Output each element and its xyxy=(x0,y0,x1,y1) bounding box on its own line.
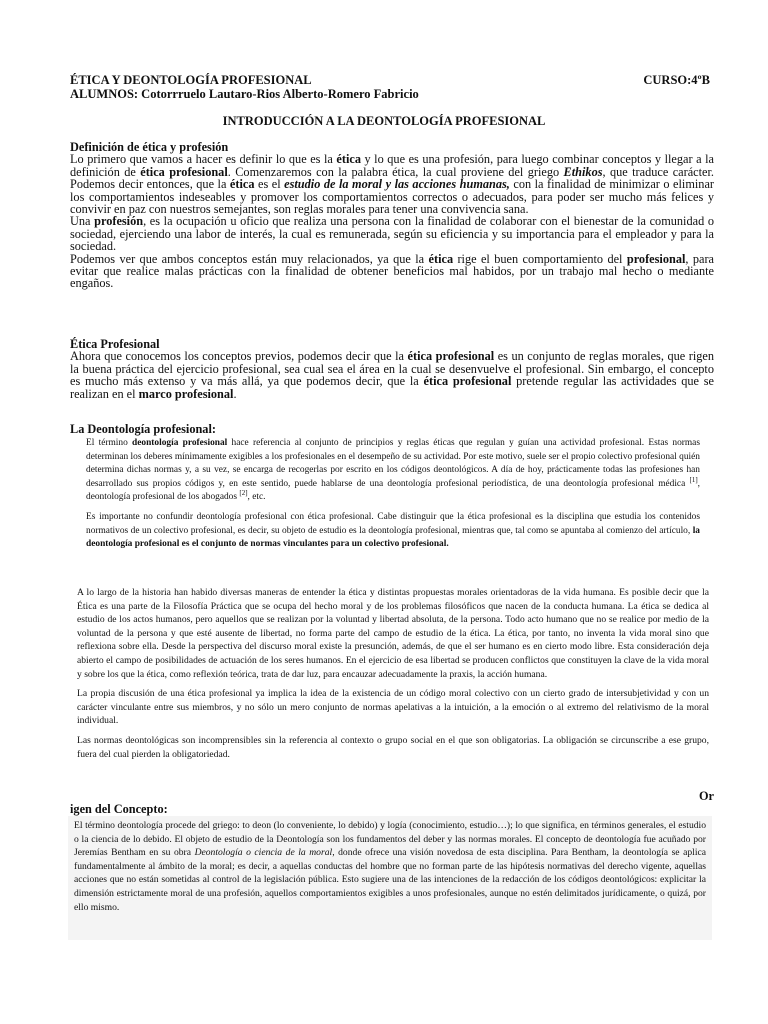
text-run: , para evitar que realice malas prácticas con la finalidad de obtener beneficios mal habidos, por un trabajo mal hecho o mediante engaños. xyxy=(70,251,714,291)
text-run: profesional xyxy=(626,251,686,266)
text-run: Las normas deontológicas son incomprensibles sin la referencia al contexto o grupo social en el que son obligatorias. La obligación se circunscribe a ese grupo, fuera del cual pierden la obligatoriedad. xyxy=(77,734,709,760)
text-run: Ethikos xyxy=(563,164,603,179)
paragraph xyxy=(77,586,709,681)
text-run: A lo largo de la historia han habido diversas maneras de entender la ética y distintas propuestas morales orientadoras de la vida humana. Es posible decir que la Ética es una parte de la Filosofía Práctica que se ocupa del hecho moral y de los problemas filosóficos que nacen de la conducta humana. La ética se dedica al estudio de los actos humanos, pero aquellos que se realizan por la voluntad y libertad absoluta, de la persona. Todo acto humano que no se realice por medio de la voluntad de la persona y que esté ausente de libertad, no forma parte del campo de estudio de la ética. La ética, por tanto, no inventa la vida moral sino que reflexiona sobre ella. Desde la perspectiva del discurso moral existe la presunción, además, de que el ser humano es en cierto modo libre. Esta consideración deja abierto el campo de posibilidades de actuación de los seres humanos. En el ejercicio de esa libertad se producen conflictos que constituyen la clave de la vida moral y sobre los que la ética, como reflexión teórica, trata de dar luz, para encauzar adecuadamente la praxis, la acción humana. xyxy=(77,587,709,680)
text-run: ética profesional xyxy=(407,349,495,364)
text-run: con la finalidad de minimizar o eliminar los comportamientos indeseables y promover los comportamientos correctos o adecuados, para poder ser mucho más felices y convivir en paz con nuestros semejantes, son reglas morales para tener una convivencia sana. xyxy=(70,177,715,217)
text-run: hace referencia al conjunto de principios y reglas éticas que regulan y guían una actividad profesional. Estas normas determinan los deberes mínimamente exigibles a los profesionales en el desempeño de su actividad. Por este motivo, suele ser el propio colectivo profesional quién determina dichas normas y, a su vez, se encarga de recogerlas por escrito en los códigos deontológicos. A día de hoy, prácticamente todas las profesiones han desarrollado sus propios códigos y, en este sentido, puede hablarse de una deontología profesional periodística, de una deontología profesional médica xyxy=(86,438,700,489)
section-etica-profesional xyxy=(70,338,714,400)
text-run: la deontología profesional es el conjunto de normas vinculantes para un colectivo profesional. xyxy=(86,525,700,550)
text-run: [1] xyxy=(689,475,698,484)
text-run: , es la ocupación u oficio que realiza una persona con la finalidad de colaborar con el bienestar de la comunidad o sociedad, ejerciendo una labor de interés, la cual es remunerada, según su eficiencia y su importancia para el empleador y para la sociedad. xyxy=(70,214,715,254)
paragraph xyxy=(86,437,700,505)
section-heading: Definición de ética y profesión xyxy=(70,140,229,154)
paragraph xyxy=(70,350,714,400)
text-run: es un conjunto de reglas morales, que rigen la buena práctica del ejercicio profesional, sea cual sea el área en la cual se desenvuelve el profesional. Sin embargo, el concepto es mucho más extenso y va más allá, ya que podemos decir, que la xyxy=(70,349,714,389)
text-run: Una xyxy=(70,214,95,229)
text-run: profesión xyxy=(94,214,144,229)
text-run: ética xyxy=(428,251,454,266)
text-run: y lo que es una profesión, para luego combinar conceptos y llegar a la definición de xyxy=(70,152,714,179)
text-run: La propia discusión de una ética profesional ya implica la idea de la existencia de un código moral colectivo con un cierto grado de intersubjetividad y con un carácter vinculante entre sus miembros, y no sólo un mero conjunto de normas apelativas a la intuición, a la emoción o al extremo del relativismo de la moral individual. xyxy=(77,688,709,727)
origin-heading-part2: igen del Concepto: xyxy=(70,802,168,816)
text-run: , donde ofrece una visión novedosa de esta disciplina. Para Bentham, la deontología se aplica fundamentalmente al ámbito de la moral; es decir, a aquellas conductas del hombre que no forman parte de las hipótesis normativas del derecho vigente, aquellas acciones que no están sometidas al control de la legislación pública. Esto sugiere una de las intenciones de la redacción de los códigos deontológicos: explicitar la dimensión estrictamente moral de una profesión, aquellos comportamientos exigibles a unos profesionales, aunque no estén delimitados jurídicamente, o quizá, por ello mismo. xyxy=(74,847,706,913)
document-title: INTRODUCCIÓN A LA DEONTOLOGÍA PROFESIONAL xyxy=(222,114,546,128)
paragraph xyxy=(77,687,709,728)
excerpt-origen xyxy=(74,819,706,920)
header-line-1 xyxy=(70,73,710,88)
text-run: . Comenzaremos con la palabra ética, la cual proviene del griego xyxy=(227,164,564,179)
text-run: Ahora que conocemos los conceptos previos, podemos decir que la xyxy=(70,349,408,364)
text-run: El término xyxy=(86,438,133,448)
section-heading: Ética Profesional xyxy=(70,337,160,351)
course-grade: CURSO:4ºB xyxy=(643,73,710,87)
text-run: Es importante no confundir deontología profesional con ética profesional. Cabe distinguir que la ética profesional es la disciplina que estudia los contenidos normativos de un colectivo profesional, es decir, su objeto de estudio es la deontología profesional, mientras que, tal como se apuntaba al comienzo del artículo, xyxy=(86,511,700,536)
students-line: ALUMNOS: Cotorrruelo Lautaro-Rios Alberto-Romero Fabricio xyxy=(70,87,419,101)
paragraph xyxy=(70,153,714,215)
text-run: . xyxy=(233,386,237,401)
text-run: ética profesional xyxy=(423,374,512,389)
paragraph xyxy=(86,511,700,552)
text-run: ética xyxy=(229,177,255,192)
text-run: [2] xyxy=(239,489,248,498)
text-run: Lo primero que vamos a hacer es definir lo que es la xyxy=(70,152,337,167)
text-run: ética xyxy=(336,152,361,167)
excerpt-deontologia xyxy=(86,437,700,558)
paragraph xyxy=(70,253,714,290)
text-run: rige el buen comportamiento del xyxy=(453,251,627,266)
text-run: El término deontología procede del griego: to deon (lo conveniente, lo debido) y logía (conocimiento, estudio…); lo que significa, en términos generales, el estudio o la ciencia de lo debido. El objeto de estudio de la Deontología son los fundamentos del deber y las normas morales. El concepto de deontología fue acuñado por Jeremías Bentham en su obra xyxy=(74,820,706,859)
course-title: ÉTICA Y DEONTOLOGÍA PROFESIONAL xyxy=(70,73,312,87)
text-run: estudio de la moral y las acciones humanas, xyxy=(284,177,510,192)
text-run: , deontología profesional de los abogados xyxy=(86,478,700,503)
paragraph xyxy=(77,734,709,761)
text-run: es el xyxy=(254,177,285,192)
text-run: , etc. xyxy=(247,492,266,503)
section-definicion xyxy=(70,141,714,290)
text-run: Podemos ver que ambos conceptos están muy relacionados, ya que la xyxy=(70,251,429,266)
text-run: marco profesional xyxy=(138,386,234,401)
section-heading: La Deontología profesional: xyxy=(70,422,216,436)
text-run: pretende regular las actividades que se realizan en el xyxy=(70,374,714,401)
section-deontologia-heading xyxy=(70,423,714,435)
paragraph xyxy=(70,215,714,252)
text-run: Deontología o ciencia de la moral xyxy=(194,847,333,859)
text-run: deontología profesional xyxy=(132,438,228,448)
text-run: , que traduce carácter. Podemos decir entonces, que la xyxy=(70,164,714,192)
text-run: ética profesional xyxy=(140,164,228,179)
origin-heading-part1: Or xyxy=(698,789,714,803)
excerpt-historia xyxy=(77,586,709,767)
paragraph xyxy=(74,819,706,914)
